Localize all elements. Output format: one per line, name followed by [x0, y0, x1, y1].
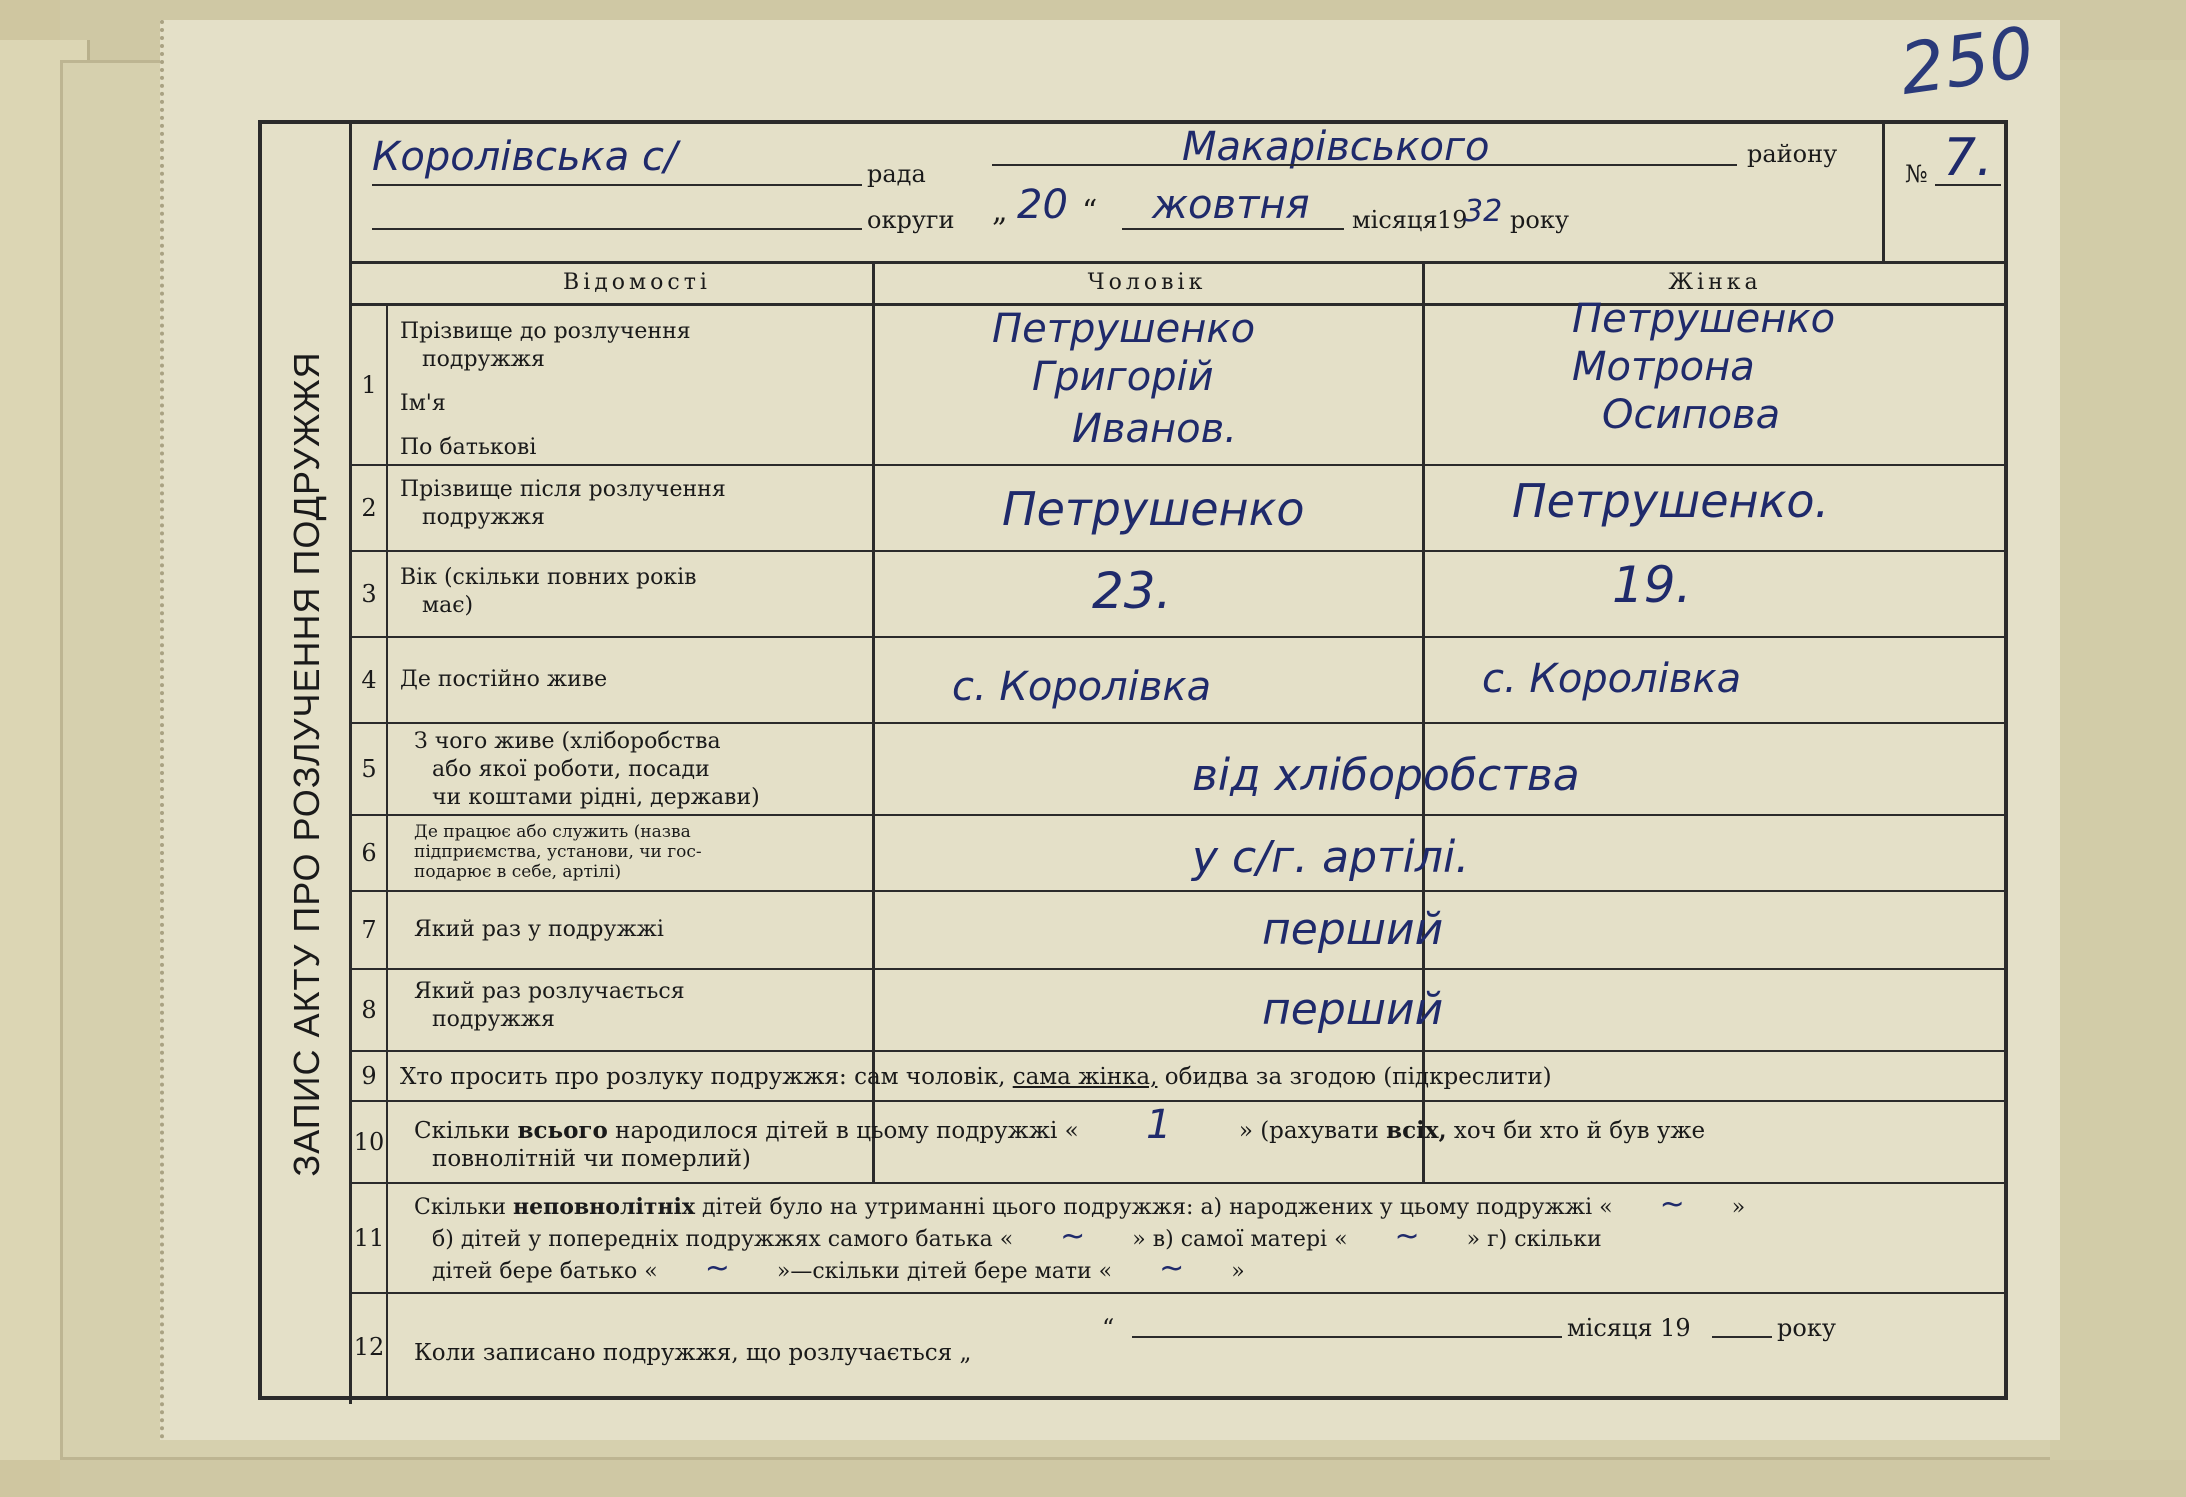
raion-label: району	[1747, 140, 1838, 168]
row-11	[352, 1184, 2008, 1294]
row-9-part-c: обидва за згодою (підкреслити)	[1164, 1064, 1552, 1090]
row-9-underlined: сама жінка,	[1012, 1064, 1158, 1090]
row-label-5b: або якої роботи, посади	[432, 757, 710, 782]
number-label: №	[1905, 160, 1928, 188]
row-11-text-a: Скільки	[414, 1195, 506, 1220]
misiatsia-label: місяця	[1352, 206, 1438, 234]
wife-surname-after: Петрушенко.	[1512, 474, 1830, 528]
row-10-text-bold: всього	[517, 1117, 608, 1144]
form-header	[352, 124, 2008, 264]
row-11-text-d: »	[1731, 1195, 1746, 1220]
day-value: 20	[1017, 182, 1068, 228]
rada-underline	[372, 184, 862, 186]
row-label-5a: З чого живе (хліборобства	[414, 729, 721, 754]
husband-surname: Петрушенко	[992, 306, 1256, 352]
row-label-8b: подружжя	[432, 1007, 555, 1032]
record-number-box	[1882, 124, 2008, 264]
row-6	[352, 816, 2008, 892]
row-2	[352, 466, 2008, 552]
husband-residence: с. Королівка	[952, 664, 1212, 710]
row-10-line-1	[414, 1102, 1706, 1148]
row-4	[352, 638, 2008, 724]
rada-label: рада	[867, 160, 926, 188]
row-1	[352, 296, 2008, 466]
row-label-8a: Який раз розлучається	[414, 979, 685, 1004]
row-10-text-f: хоч би хто й був уже	[1453, 1118, 1706, 1144]
row-11-text-j: »	[1231, 1259, 1245, 1284]
row-12-roku: року	[1777, 1314, 1836, 1342]
row-10-text-a: Скільки	[414, 1118, 511, 1144]
right-sheet-edge	[2050, 60, 2186, 1460]
livelihood: від хліборобства	[1192, 750, 1580, 801]
workplace: у с/г. артілі.	[1192, 832, 1470, 883]
row-12-text: Коли записано подружжя, що розлучається „	[414, 1340, 972, 1366]
row-3	[352, 552, 2008, 638]
wife-age: 19.	[1612, 556, 1692, 614]
raion-value: Макарівського	[1182, 124, 1490, 170]
rada-value: Королівська с/	[372, 134, 678, 180]
side-title: ЗАПИС АКТУ ПРО РОЗЛУЧЕННЯ ПОДРУЖЖЯ	[286, 351, 327, 1177]
column-wife: Жінка	[1668, 270, 1762, 295]
row-12-year-line	[1712, 1336, 1772, 1338]
row-7	[352, 892, 2008, 970]
okruhy-underline	[372, 228, 862, 230]
row-12-date-line	[1132, 1336, 1562, 1338]
column-husband: Чоловік	[1087, 270, 1207, 295]
row-11-dash-e: ~	[1159, 1251, 1185, 1286]
row-11-dash-b: ~	[1060, 1219, 1086, 1254]
row-label-6a: Де працює або служить (назва	[414, 822, 691, 842]
month-value: жовтня	[1152, 182, 1310, 228]
row-11-dash-a: ~	[1659, 1187, 1685, 1222]
row-label-6c: подарює в себе, артілі)	[414, 862, 622, 882]
row-11-text-h: дітей бере батько «	[432, 1259, 658, 1284]
year-value: 32	[1464, 194, 1503, 229]
row-11-text-g: » г) скільки	[1466, 1227, 1602, 1252]
husband-name: Григорій	[1032, 354, 1214, 400]
row-number: 9	[352, 1052, 388, 1100]
row-11-text-e: б) дітей у попередніх подружжях самого батька «	[432, 1227, 1014, 1252]
divorce-count: перший	[1262, 984, 1444, 1035]
row-label-2a: Прізвище після розлучення	[400, 477, 726, 502]
row-11-text-i: »—скільки дітей бере мати «	[776, 1259, 1113, 1284]
row-number: 6	[352, 816, 388, 890]
row-12	[352, 1294, 2008, 1400]
quote-close: “	[1082, 194, 1098, 229]
divorce-record-form	[258, 120, 2008, 1400]
husband-age: 23.	[1092, 562, 1172, 620]
row-label-1a: Прізвище до розлучення	[400, 319, 691, 344]
row-number: 10	[352, 1102, 388, 1182]
row-9	[352, 1052, 2008, 1102]
wife-residence: с. Королівка	[1482, 656, 1742, 702]
record-number: 7.	[1943, 128, 1993, 188]
husband-surname-after: Петрушенко	[1002, 482, 1305, 536]
row-label-3b: має)	[422, 593, 474, 618]
wife-patronymic: Осипова	[1602, 392, 1781, 438]
row-label-1d: По батькові	[400, 435, 537, 460]
row-11-dash-d: ~	[704, 1251, 730, 1286]
number-underline	[1935, 184, 2001, 186]
wife-surname: Петрушенко	[1572, 296, 1836, 342]
row-11-text-bold: неповнолітніх	[513, 1194, 696, 1220]
row-11-line-3	[432, 1251, 1245, 1287]
folio-number: 250	[1894, 11, 2039, 111]
row-10-text-bold-2: всіх,	[1386, 1117, 1447, 1144]
row-number: 11	[352, 1184, 388, 1292]
quote-open: „	[992, 194, 1008, 229]
row-number: 2	[352, 466, 388, 550]
month-underline	[1122, 228, 1344, 230]
row-12-misiatsia: місяця 19	[1567, 1314, 1691, 1342]
row-12-quote: “	[1102, 1314, 1115, 1342]
row-5	[352, 724, 2008, 816]
row-10-text-c: народилося дітей в цьому подружжі «	[615, 1118, 1079, 1144]
marriage-count: перший	[1262, 904, 1444, 955]
row-label-2b: подружжя	[422, 505, 545, 530]
side-title-cell	[262, 124, 352, 1404]
row-number: 7	[352, 892, 388, 968]
column-info: Відомості	[563, 270, 711, 295]
year-prefix: 19	[1437, 206, 1468, 234]
row-label-1c: Ім'я	[400, 391, 446, 416]
row-10	[352, 1102, 2008, 1184]
raion-underline	[992, 164, 1737, 166]
roku-label: року	[1510, 206, 1569, 234]
row-9-text	[400, 1062, 1552, 1092]
row-number: 3	[352, 552, 388, 636]
row-label-1b: подружжя	[422, 347, 545, 372]
row-label-6b: підприємства, установи, чи гос-	[414, 842, 702, 862]
row-11-text-c: дітей було на утриманні цього подружжя: а) народжених у цьому подружжі «	[702, 1195, 1613, 1220]
row-number: 12	[352, 1294, 388, 1400]
row-10-text-d: » (рахувати	[1238, 1118, 1379, 1144]
row-label-7: Який раз у подружжі	[414, 917, 664, 942]
children-total: 1	[1146, 1102, 1172, 1148]
okruhy-label: округи	[867, 206, 955, 234]
row-label-3a: Вік (скільки повних років	[400, 565, 697, 590]
row-11-line-2	[432, 1219, 1602, 1255]
row-10-line-2: повнолітній чи померлий)	[432, 1146, 751, 1172]
row-number: 8	[352, 970, 388, 1050]
row-number: 5	[352, 724, 388, 814]
row-label-5c: чи коштами рідні, держави)	[432, 785, 760, 810]
row-number: 1	[352, 306, 388, 464]
row-9-part-a: Хто просить про розлуку подружжя: сам чоловік,	[400, 1064, 1006, 1090]
row-11-text-f: » в) самої матері «	[1132, 1227, 1348, 1252]
row-number: 4	[352, 638, 388, 722]
row-label-4: Де постійно живе	[400, 667, 608, 692]
husband-patronymic: Иванов.	[1072, 406, 1237, 452]
row-8	[352, 970, 2008, 1052]
row-11-dash-c: ~	[1394, 1219, 1420, 1254]
wife-name: Мотрона	[1572, 344, 1755, 390]
